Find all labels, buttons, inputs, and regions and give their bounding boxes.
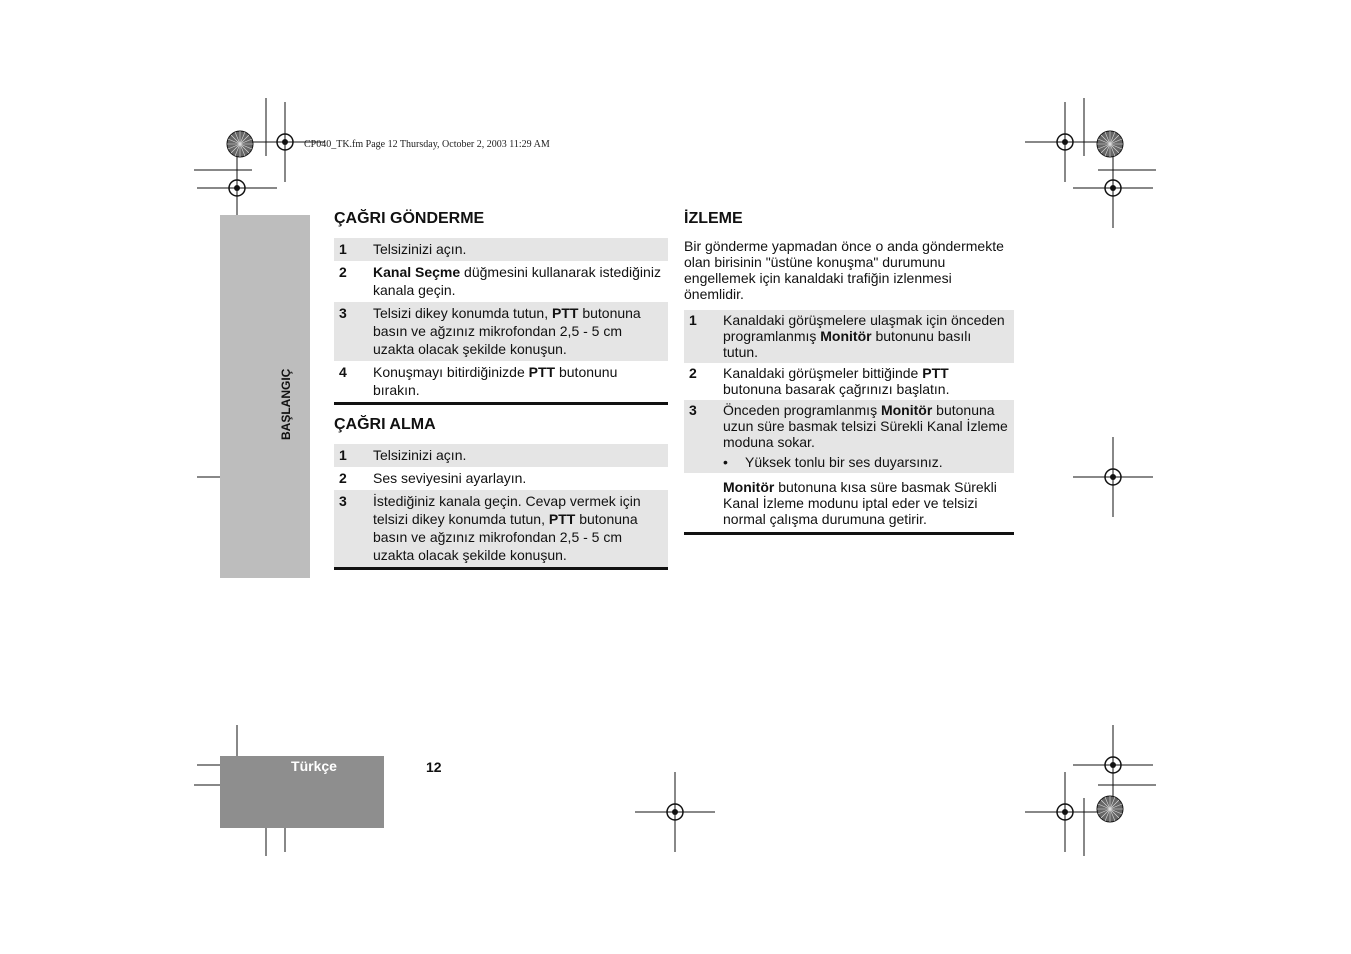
table-row: [334, 302, 668, 361]
monitor-section: [684, 210, 1014, 535]
step-text: Konuşmayı bitirdiğinizde PTT butonunu bırakın.: [373, 364, 618, 398]
bullet-dot-icon: •: [723, 454, 728, 470]
send-call-section: [334, 210, 668, 405]
step-number: 1: [334, 238, 369, 261]
step-number: 2: [339, 264, 347, 280]
table-row: [334, 238, 668, 261]
step-number: 1: [334, 444, 369, 467]
step-number: 2: [689, 365, 697, 381]
step-number: 1: [684, 310, 719, 363]
section-rule: [334, 402, 668, 405]
step-text: İstediğiniz kanala geçin. Cevap vermek için telsizi dikey konumda tutun, PTT butonuna basın ve ağzınız mikrofondan 2,5 - 5 cm uzakta olacak şekilde konuşun.: [369, 490, 668, 567]
steps-table: [334, 444, 668, 567]
step-text: Kanaldaki görüşmeler bittiğinde PTT butonuna basarak çağrınızı başlatın.: [723, 365, 950, 397]
step-text: Telsizinizi açın.: [369, 238, 668, 261]
side-tab-label-text: BAŞLANGIÇ: [279, 368, 293, 440]
table-row: [334, 444, 668, 467]
section-rule: [684, 532, 1014, 535]
table-row: [684, 473, 1014, 532]
section-title: ÇAĞRI GÖNDERME: [334, 210, 485, 227]
step-text: Telsizi dikey konumda tutun, PTT butonuna basın ve ağzınız mikrofondan 2,5 - 5 cm uzakta olacak şekilde konuşun.: [369, 302, 668, 361]
table-row: [334, 490, 668, 567]
step-number: 3: [334, 490, 369, 567]
step-text: Telsizinizi açın.: [369, 444, 668, 467]
section-title: ÇAĞRI ALMA: [334, 416, 436, 433]
section-rule: [334, 567, 668, 570]
table-row: [684, 400, 1014, 473]
side-tab-label: [279, 368, 295, 540]
step-text: Ses seviyesini ayarlayın.: [373, 470, 527, 486]
step-number: 3: [334, 302, 369, 361]
step-text: Önceden programlanmış Monitör butonuna uzun süre basmak telsizi Sürekli Kanal İzleme moduna sokar. • Yüksek tonlu bir ses duyarsınız.: [719, 400, 1014, 473]
step-number: 4: [339, 364, 347, 380]
note-text: Monitör butonuna kısa süre basmak Sürekli Kanal İzleme modunu iptal eder ve telsizi normal çalışma durumuna getirir.: [723, 479, 997, 527]
table-row: [334, 261, 668, 302]
bullet-text: Yüksek tonlu bir ses duyarsınız.: [745, 454, 943, 470]
bullet-item: [723, 454, 1010, 470]
receive-call-section: [334, 416, 668, 570]
language-label: Türkçe: [291, 758, 337, 774]
section-title: İZLEME: [684, 210, 743, 227]
step-text: Kanaldaki görüşmelere ulaşmak için önceden programlanmış Monitör butonunu basılı tutun.: [719, 310, 1014, 363]
step-number: 3: [684, 400, 719, 473]
table-row: [684, 363, 1014, 400]
page-number: 12: [426, 759, 442, 775]
step-text: Kanal Seçme düğmesini kullanarak istediğiniz kanala geçin.: [373, 264, 661, 298]
step-number: 2: [339, 470, 347, 486]
intro-paragraph: Bir gönderme yapmadan önce o anda göndermekte olan birisinin "üstüne konuşma" durumunu engellemek için kanaldaki trafiğin izlenmesi önemlidir.: [684, 238, 1004, 302]
steps-table: [334, 238, 668, 402]
file-header: CP040_TK.fm Page 12 Thursday, October 2, 2003 11:29 AM: [304, 139, 550, 150]
side-tab: [220, 215, 310, 578]
steps-table: [684, 310, 1014, 532]
table-row: [334, 361, 668, 402]
table-row: [334, 467, 668, 490]
table-row: [684, 310, 1014, 363]
